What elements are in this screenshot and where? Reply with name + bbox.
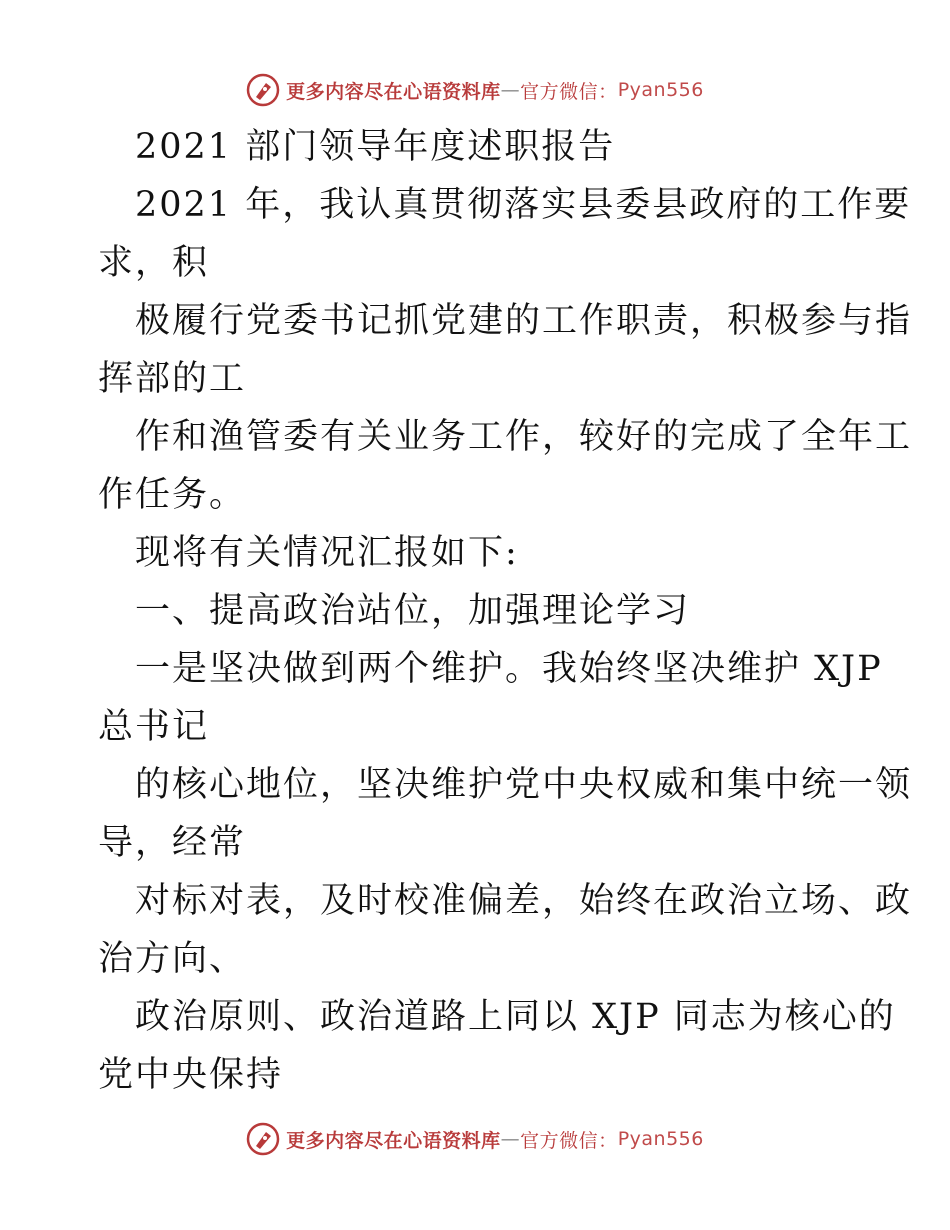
pen-nib-icon <box>246 1122 280 1156</box>
text-line: 2021 部门领导年度述职报告 <box>135 127 616 167</box>
text-line: 对标对表，及时校准偏差，始终在政治立场、政 <box>135 881 913 921</box>
document-body <box>98 118 913 1104</box>
watermark-official: 官方微信： <box>520 80 618 103</box>
text-line: 政治原则、政治道路上同以 XJP 同志为核心的 <box>135 997 896 1037</box>
text-line: 一、提高政治站位，加强理论学习 <box>135 591 691 631</box>
text-line: 2021 年，我认真贯彻落实县委县政府的工作要 <box>135 185 912 225</box>
text-line: 作和渔管委有关业务工作，较好的完成了全年工 <box>135 417 913 457</box>
watermark-account: Pyan556 <box>617 79 704 101</box>
text-line: 极履行党委书记抓党建的工作职责，积极参与指 <box>135 301 913 341</box>
text-line: 治方向、 <box>98 939 247 979</box>
text-line: 党中央保持 <box>98 1055 284 1095</box>
text-line: 求，积 <box>98 243 210 283</box>
watermark-account: Pyan556 <box>617 1128 704 1150</box>
watermark-official: 官方微信： <box>520 1129 618 1152</box>
text-line: 现将有关情况汇报如下: <box>135 533 519 573</box>
watermark-brand: 更多内容尽在心语资料库 <box>286 1129 501 1152</box>
text-line: 的核心地位，坚决维护党中央权威和集中统一领 <box>135 765 913 805</box>
watermark-separator: — <box>500 79 521 101</box>
pen-nib-icon <box>246 73 280 107</box>
text-line: 总书记 <box>98 707 210 747</box>
text-line: 作任务。 <box>98 475 247 515</box>
watermark-brand: 更多内容尽在心语资料库 <box>286 80 501 103</box>
header-watermark <box>0 73 950 107</box>
text-line: 一是坚决做到两个维护。我始终坚决维护 XJP <box>135 649 883 689</box>
footer-watermark <box>0 1122 950 1156</box>
watermark-separator: — <box>500 1128 521 1150</box>
text-line: 挥部的工 <box>98 359 247 399</box>
text-line: 导，经常 <box>98 823 247 863</box>
